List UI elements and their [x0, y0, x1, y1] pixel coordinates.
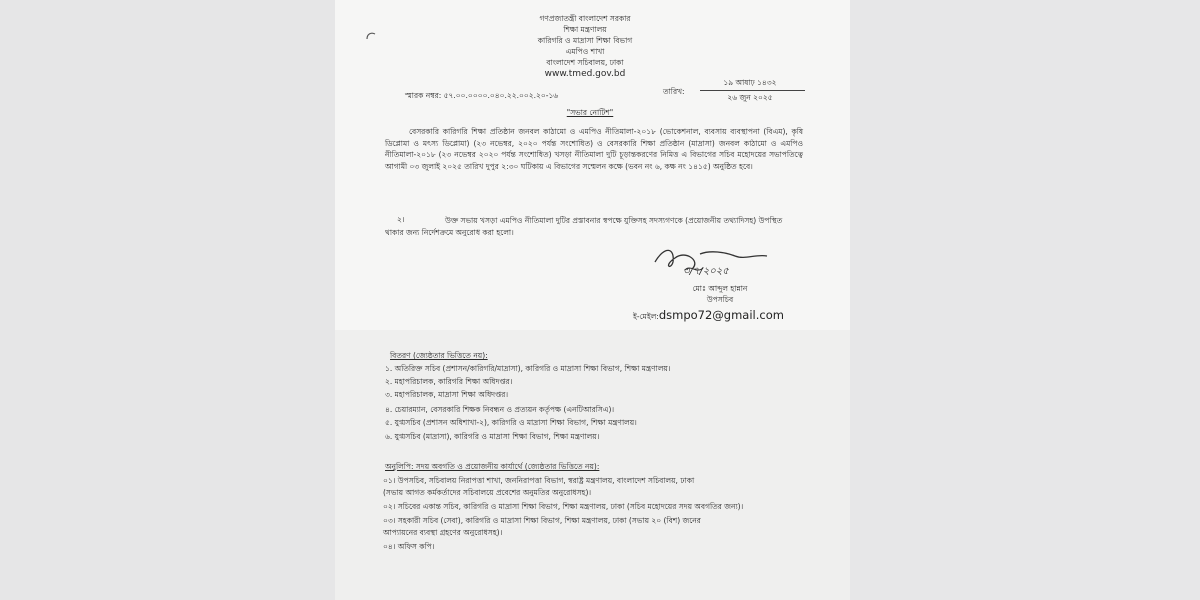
distribution-item: ১. অতিরিক্ত সচিব (প্রশাসন/কারিগরি/মাদ্রাসা), কারিগরি ও মাদ্রাসা শিক্ষা বিভাগ, শিক্ষা মন্ত্রণালয়।	[385, 364, 671, 373]
memo-number	[405, 91, 558, 101]
copy-item: ০১। উপসচিব, সচিবালয় নিরাপত্তা শাখা, জননিরাপত্তা বিভাগ, স্বরাষ্ট্র মন্ত্রণালয়, বাংলাদেশ সচিবালয়, ঢাকা	[383, 476, 695, 485]
header-government: গণপ্রজাতন্ত্রী বাংলাদেশ সরকার	[539, 14, 631, 23]
date-divider	[700, 90, 805, 91]
body-paragraph-1: বেসরকারি কারিগরি শিক্ষা প্রতিষ্ঠান জনবল কাঠামো ও এমপিও নীতিমালা-২০১৮ (ভোকেশনাল, ব্যবসায় ব্যবস্থাপনা (বিএম), কৃষি ডিপ্লোমা ও মৎস্য ডিপ্লোমা) (২৩ নভেম্বর, ২০২০ পর্যন্ত সংশোধিত) ও বেসরকারি শিক্ষা প্রতিষ্ঠান (মাদ্রাসা) জনবল কাঠামো ও এমপিও নীতিমালা-২০১৮ (২৩ নভেম্বর ২০২০ পর্যন্ত সংশোধিত) খসড়া নীতিমালা দুটি চূড়ান্তকরণের নিমিত্ত এ বিভাগের সচিব মহোদয়ের সভাপতিত্বে আগামী ০৩ জুলাই ২০২৫ তারিখ দুপুর ২:৩০ ঘটিকায় এ বিভাগের সম্মেলন কক্ষে (ভবন নং ৬, কক্ষ নং ১৪১৫) অনুষ্ঠিত হবে।	[385, 127, 803, 171]
right-background	[850, 0, 1200, 600]
notice-title: "সভার নোটিশ"	[566, 108, 614, 117]
document-page	[335, 0, 850, 600]
distribution-item: ৪. চেয়ারম্যান, বেসরকারি শিক্ষক নিবন্ধন ও প্রত্যয়ন কর্তৃপক্ষ (এনটিআরসিএ)।	[385, 405, 615, 414]
signature-mark	[645, 240, 795, 290]
email-label: ই-মেইল:	[633, 312, 659, 321]
distribution-item: ৩. মহাপরিচালক, মাদ্রাসা শিক্ষা অধিদপ্তর।	[385, 390, 509, 399]
header-division: কারিগরি ও মাদ্রাসা শিক্ষা বিভাগ	[537, 36, 633, 45]
copy-item-continued: আপ্যায়নের ব্যবস্থা গ্রহণের অনুরোধসহ)।	[383, 528, 503, 537]
distribution-title: বিতরণ (জ্যেষ্ঠতার ভিত্তিতে নয়):	[390, 351, 488, 360]
copy-item: ০২। সচিবের একান্ত সচিব, কারিগরি ও মাদ্রাসা শিক্ষা বিভাগ, শিক্ষা মন্ত্রণালয়, ঢাকা (সচিব মহোদয়ের সদয় অবগতির জন্য)।	[383, 502, 744, 511]
distribution-item: ৫. যুগ্মসচিব (প্রশাসন অধিশাখা-২), কারিগরি ও মাদ্রাসা শিক্ষা বিভাগ, শিক্ষা মন্ত্রণালয়।	[385, 418, 637, 427]
header-secretariat: বাংলাদেশ সচিবালয়, ঢাকা	[546, 58, 624, 67]
copy-title: অনুলিপি: সদয় অবগতি ও প্রয়োজনীয় কার্যার্থে (জ্যেষ্ঠতার ভিত্তিতে নয়):	[385, 462, 600, 471]
header-branch: এমপিও শাখা	[565, 47, 605, 56]
binder-hole-icon	[365, 30, 377, 42]
signer-designation: উপসচিব	[706, 295, 734, 304]
memo-label: স্মারক নম্বর:	[405, 91, 442, 100]
left-background	[0, 0, 335, 600]
date-english: ২৬ জুন ২০২৫	[727, 93, 773, 102]
distribution-item: ২. মহাপরিচালক, কারিগরি শিক্ষা অধিদপ্তর।	[385, 377, 513, 386]
body-paragraph-2: উক্ত সভায় খসড়া এমপিও নীতিমালা দুটির প্রস্তাবনার স্বপক্ষে যুক্তিসহ সদস্যগণকে (প্রয়োজনীয় তথ্যাদিসহ) উপস্থিত থাকার জন্য নির্দেশক্রমে অনুরোধ করা হলো।	[385, 216, 783, 237]
signature-date: ৩/৭/২০২৫	[683, 266, 729, 277]
email-address: dsmpo72@gmail.com	[658, 308, 784, 322]
header-ministry: শিক্ষা মন্ত্রণালয়	[563, 25, 607, 34]
body-paragraph-2-number: ২।	[397, 215, 405, 224]
distribution-item: ৬. যুগ্মসচিব (মাদ্রাসা), কারিগরি ও মাদ্রাসা শিক্ষা বিভাগ, শিক্ষা মন্ত্রণালয়।	[385, 432, 600, 441]
date-label: তারিখ:	[663, 87, 685, 96]
signer-name: মোঃ আব্দুল হান্নান	[692, 284, 748, 293]
copy-item: ০৩। সহকারী সচিব (সেবা), কারিগরি ও মাদ্রাসা শিক্ষা বিভাগ, শিক্ষা মন্ত্রণালয়, ঢাকা (সভায় ২০ (বিশ) জনের	[383, 516, 701, 525]
signer-email-line	[633, 310, 784, 322]
copy-item: ০৪। অফিস কপি।	[383, 542, 435, 551]
copy-item-continued: (সভায় আগত কর্মকর্তাদের সচিবালয়ে প্রবেশের অনুমতির অনুরোধসহ)।	[383, 488, 592, 497]
header-website: www.tmed.gov.bd	[544, 69, 626, 79]
date-bangla: ১৯ আষাঢ় ১৪৩২	[723, 78, 777, 87]
memo-value: ৫৭.০০.০০০০.০৪০.২২.০০২.২০-১৬	[443, 91, 559, 100]
